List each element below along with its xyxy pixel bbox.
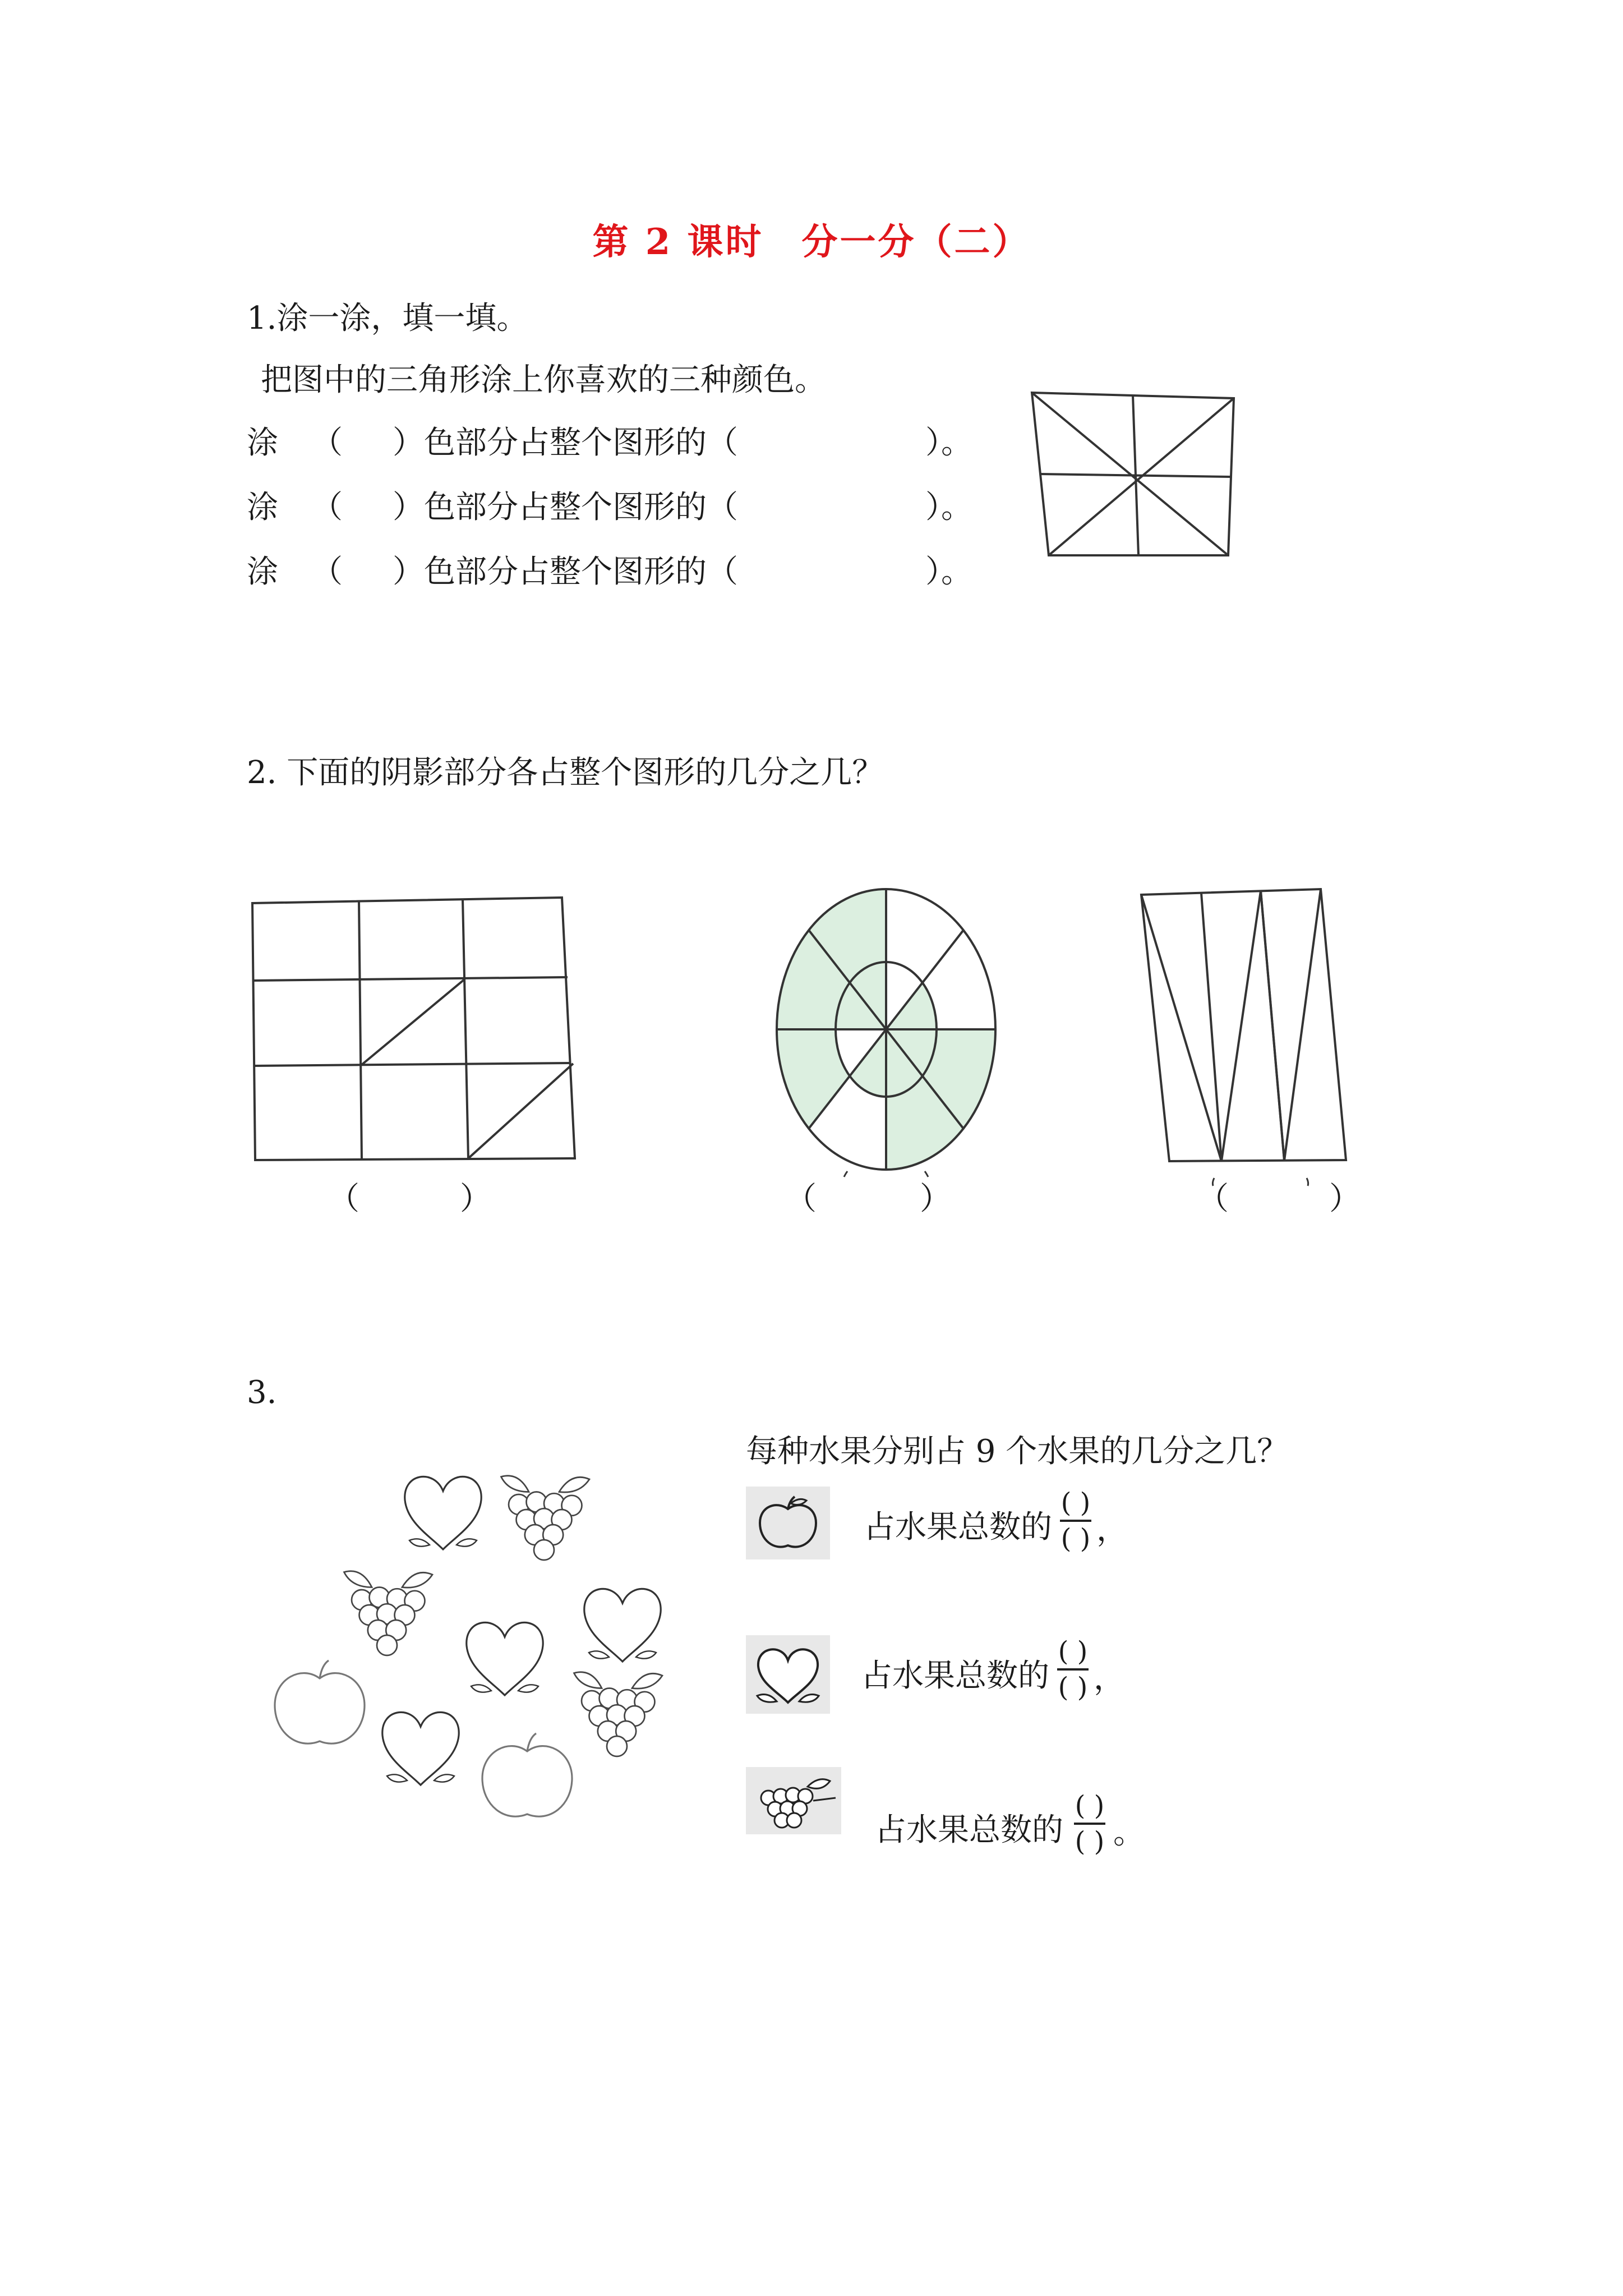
fraction-bar	[1060, 1520, 1091, 1522]
row-punct: ，	[1094, 1660, 1125, 1697]
q1-heading: 1.涂一涂，填一填。	[247, 300, 528, 337]
answer-blank-c-open[interactable]: （	[1197, 1181, 1229, 1217]
fraction-blank-close[interactable]: ）。	[925, 489, 972, 526]
paint-word: 涂	[247, 425, 278, 461]
numerator-blank[interactable]: ( )	[1075, 1790, 1105, 1821]
fill-text: ）色部分占整个图形的（	[393, 554, 738, 590]
fraction-blank[interactable]	[1057, 1638, 1089, 1701]
numerator-blank[interactable]: ( )	[1061, 1487, 1091, 1519]
peach-icon	[746, 1635, 830, 1714]
fill-text: ）色部分占整个图形的（	[393, 489, 738, 526]
numerator-blank[interactable]: ( )	[1058, 1636, 1088, 1667]
q3-question: 每种水果分别占 9 个水果的几分之几？	[746, 1433, 1289, 1470]
color-blank-open[interactable]: （	[311, 425, 343, 461]
paint-word: 涂	[247, 489, 278, 526]
color-blank-open[interactable]: （	[311, 554, 343, 590]
fruit-cluster-illustration	[258, 1447, 707, 1840]
answer-blank-b-close[interactable]: ）	[920, 1181, 951, 1217]
q2-heading: 2. 下面的阴影部分各占整个图形的几分之几？	[247, 754, 884, 791]
q1-triangle-figure[interactable]	[1026, 387, 1251, 567]
answer-blank-a-open[interactable]: （	[328, 1181, 359, 1217]
q2-circle-figure	[768, 881, 1004, 1178]
fraction-blank[interactable]	[1074, 1792, 1105, 1855]
grape-icon	[746, 1767, 841, 1834]
q2-grid-figure	[252, 898, 578, 1161]
denominator-blank[interactable]: ( )	[1075, 1826, 1105, 1857]
row-text: 占水果总数的	[864, 1509, 1052, 1545]
answer-blank-c-close[interactable]: ）	[1329, 1181, 1361, 1217]
color-blank-open[interactable]: （	[311, 489, 343, 526]
q1-instruction: 把图中的三角形涂上你喜欢的三种颜色。	[261, 362, 826, 398]
row-text: 占水果总数的	[875, 1812, 1063, 1848]
paint-word: 涂	[247, 554, 278, 590]
q2-strip-figure	[1138, 886, 1352, 1167]
fraction-blank[interactable]	[1060, 1489, 1091, 1552]
fraction-blank-close[interactable]: ）。	[925, 554, 972, 590]
fraction-blank-close[interactable]: ）。	[925, 425, 972, 461]
page-title: 第 2 课时 分一分（二）	[592, 221, 1031, 263]
fraction-bar	[1074, 1823, 1105, 1825]
answer-blank-b-open[interactable]: （	[785, 1181, 817, 1217]
row-punct: 。	[1113, 1815, 1145, 1851]
fill-text: ）色部分占整个图形的（	[393, 425, 738, 461]
fraction-bar	[1057, 1668, 1089, 1671]
q3-number: 3.	[247, 1374, 277, 1411]
row-punct: ，	[1096, 1512, 1128, 1548]
answer-blank-a-close[interactable]: ）	[460, 1181, 491, 1217]
apple-icon	[746, 1487, 830, 1559]
denominator-blank[interactable]: ( )	[1061, 1523, 1091, 1554]
denominator-blank[interactable]: ( )	[1058, 1672, 1088, 1703]
row-text: 占水果总数的	[861, 1658, 1049, 1694]
